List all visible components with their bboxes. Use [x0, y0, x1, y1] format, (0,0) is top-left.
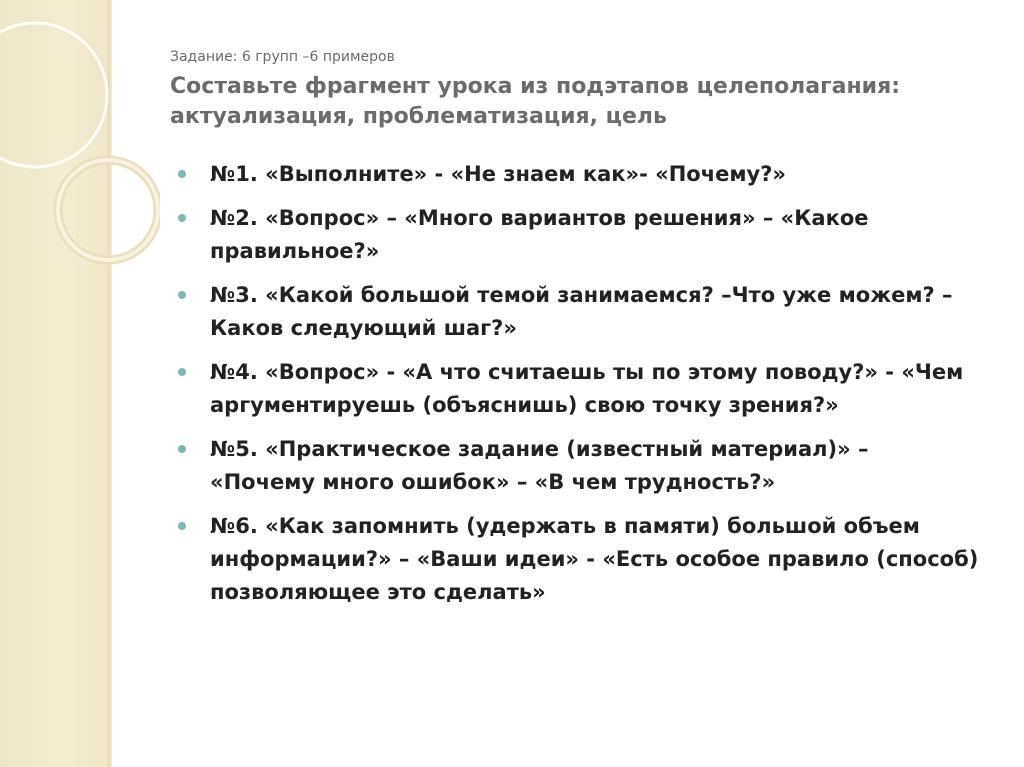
slide-title	[170, 72, 990, 132]
list-item	[160, 158, 980, 191]
list-item-text: №6. «Как запомнить (удержать в памяти) большой объем информации?» – «Ваши идеи» - «Есть особое правило (способ) позволяющее это сделать»	[210, 514, 979, 604]
slide-title-line-1: Составьте фрагмент урока из подэтапов целеполагания:	[170, 74, 901, 99]
list-item-text: №3. «Какой большой темой занимаемся? –Что уже можем? – Каков следующий шаг?»	[210, 283, 953, 340]
bullet-icon	[178, 522, 186, 530]
list-item-text: №2. «Вопрос» – «Много вариантов решения» – «Какое правильное?»	[210, 206, 869, 263]
slide-content	[170, 48, 990, 620]
bullet-icon	[178, 170, 186, 178]
slide-title-line-2: актуализация, проблематизация, цель	[170, 104, 667, 129]
list-item	[160, 202, 980, 268]
bullet-icon	[178, 214, 186, 222]
list-item-text: №4. «Вопрос» - «А что считаешь ты по этому поводу?» - «Чем аргументируешь (объяснишь) свою точку зрения?»	[210, 360, 964, 417]
task-list	[160, 158, 980, 609]
list-item-text: №1. «Выполните» - «Не знаем как»- «Почему?»	[210, 162, 786, 186]
decorative-circles	[0, 0, 160, 300]
list-item	[160, 279, 980, 345]
bullet-icon	[178, 291, 186, 299]
bullet-icon	[178, 445, 186, 453]
decor-ring-small-inner	[58, 160, 158, 260]
list-item-text: №5. «Практическое задание (известный материал)» – «Почему много ошибок» – «В чем трудность?»	[210, 437, 869, 494]
decor-ring-large	[0, 23, 107, 167]
bullet-icon	[178, 368, 186, 376]
task-subtitle: Задание: 6 групп –6 примеров	[170, 49, 395, 65]
list-item	[160, 433, 980, 499]
list-item	[160, 510, 980, 609]
list-item	[160, 356, 980, 422]
